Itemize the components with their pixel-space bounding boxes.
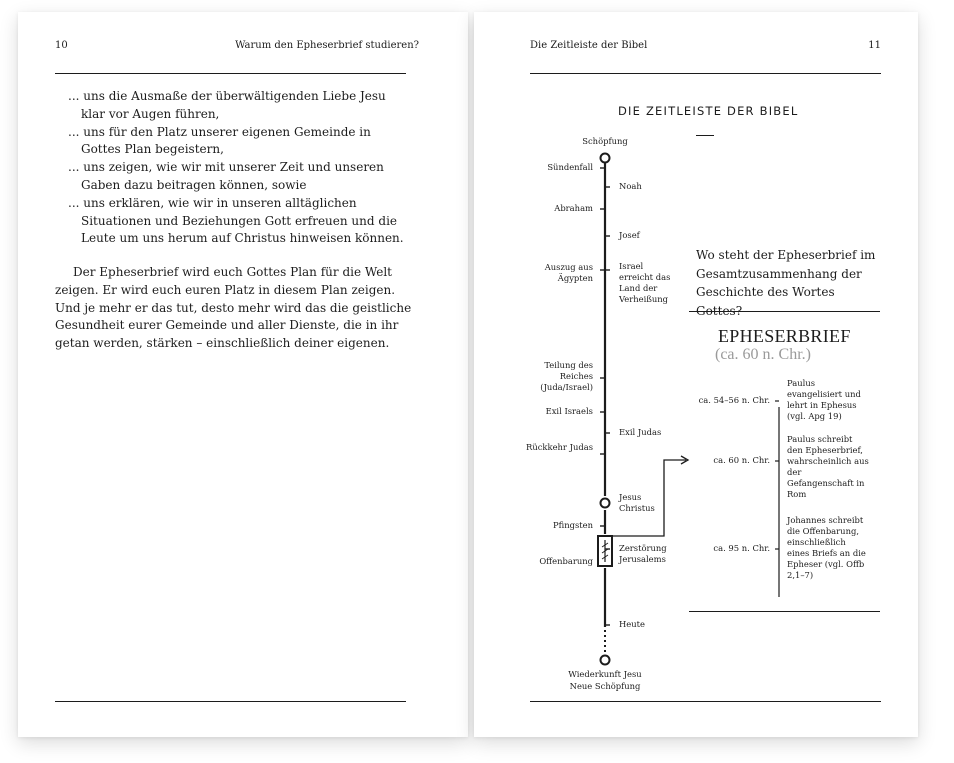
event-rueckkehr: Rückkehr Judas <box>526 442 593 452</box>
entry-date: ca. 54–56 n. Chr. <box>698 395 770 405</box>
entry-text: Paulus schreibt den Epheserbrief, wahrscheinlich aus der Gefangenschaft in Rom <box>787 434 869 499</box>
box-heading: EPHESERBRIEF <box>718 326 851 346</box>
entry-text: Johannes schreibt die Offenbarung, einschließlich eines Briefs an die Epheser (vgl. Offb 2,1–7) <box>787 515 866 580</box>
right-page <box>474 12 918 737</box>
box-date: (ca. 60 n. Chr.) <box>715 346 811 363</box>
entry-date: ca. 95 n. Chr. <box>713 543 770 553</box>
left-page <box>18 12 468 737</box>
running-head: Warum den Epheserbrief studieren? <box>235 40 419 51</box>
page-title: DIE ZEITLEISTE DER BIBEL <box>618 104 799 118</box>
entry-text: Paulus evangelisiert und lehrt in Ephesus (vgl. Apg 19) <box>787 378 861 421</box>
event-suendenfall: Sündenfall <box>547 162 593 172</box>
running-head: Die Zeitleiste der Bibel <box>530 40 648 51</box>
event-zerstoerung: Zerstörung Jerusalems <box>619 543 667 564</box>
event-josef: Josef <box>619 230 640 240</box>
event-pfingsten: Pfingsten <box>553 520 593 530</box>
event-exil-judas: Exil Judas <box>619 427 662 437</box>
event-noah: Noah <box>619 181 642 191</box>
event-heute: Heute <box>619 619 645 629</box>
entry-date: ca. 60 n. Chr. <box>713 455 770 465</box>
label-wiederkunft: Wiederkunft Jesu <box>568 669 642 679</box>
event-auszug: Auszug aus Ägypten <box>544 262 593 283</box>
page-number: 11 <box>868 40 881 51</box>
label-neue-schoepfung: Neue Schöpfung <box>569 681 641 691</box>
bullet-list <box>68 88 413 248</box>
event-teilung: Teilung des Reiches (Juda/Israel) <box>540 360 593 392</box>
footer-rule <box>530 701 881 702</box>
event-exil-israels: Exil Israels <box>545 406 593 416</box>
list-item: ... uns zeigen, wie wir mit unserer Zeit und unseren Gaben dazu beitragen können, sowie <box>68 160 384 192</box>
footer-rule <box>55 701 406 702</box>
box-bottom-rule <box>689 611 880 612</box>
body-paragraph: Der Epheserbrief wird euch Gottes Plan für die Welt zeigen. Er wird euch euren Platz in diesem Plan zeigen. Und je mehr er das tut, desto mehr wird das die geistliche Gesundheit eurer Gemeinde und aller Dienste, die in ihr getan werden, stärken – einschließlich deiner eigenen. <box>55 265 412 351</box>
box-top-rule <box>689 311 880 312</box>
event-offenbarung: Offenbarung <box>539 556 593 566</box>
header-rule <box>55 73 406 74</box>
list-item: ... uns erklären, wie wir in unseren alltäglichen Situationen und Beziehungen Gott erfreuen und die Leute um uns herum auf Christus hinweisen können. <box>68 195 404 246</box>
page-number: 10 <box>55 40 68 51</box>
event-jesus: Jesus Christus <box>619 492 655 513</box>
label-schoepfung: Schöpfung <box>582 136 628 146</box>
event-israel-land: Israel erreicht das Land der Verheißung <box>619 261 671 304</box>
node-return <box>601 656 610 665</box>
list-item: ... uns für den Platz unserer eigenen Gemeinde in Gottes Plan begeistern, <box>68 124 371 157</box>
list-item: ... uns die Ausmaße der überwältigenden Liebe Jesu klar vor Augen führen, <box>68 89 386 121</box>
node-jesus <box>601 499 610 508</box>
event-abraham: Abraham <box>554 203 593 213</box>
node-creation <box>601 154 610 163</box>
question-text: Wo steht der Epheserbrief im Gesamtzusammenhang der Geschichte des Wortes Gottes? <box>696 248 876 318</box>
